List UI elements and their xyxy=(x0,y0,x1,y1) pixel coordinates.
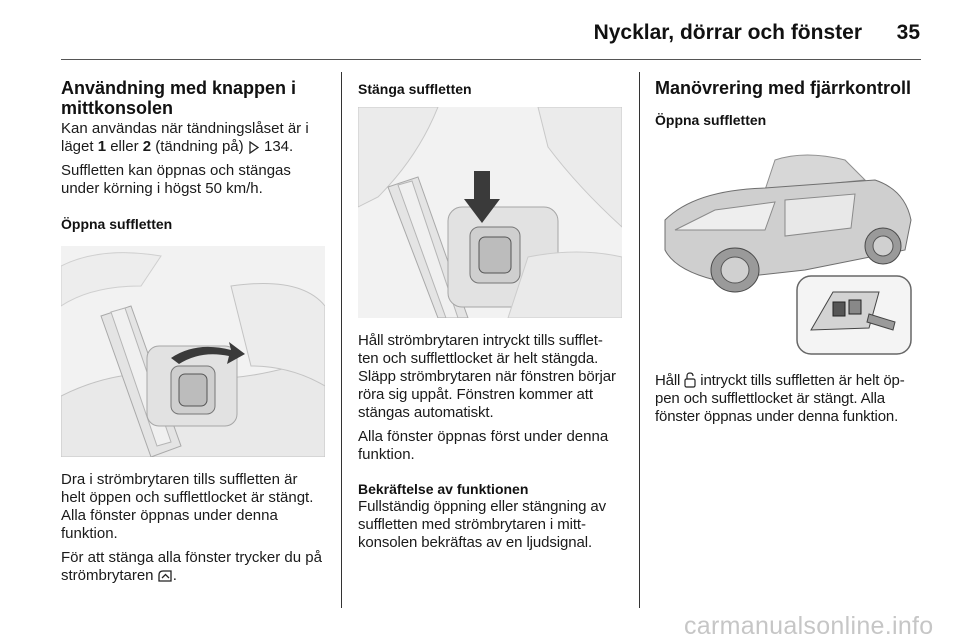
section-heading-console-button: Användning med knappen i mittkonsolen xyxy=(61,78,297,118)
ignition-text-2: eller xyxy=(106,138,143,155)
hold-switch-paragraph: Håll strömbrytaren intryckt tills sufflet-ten och sufflettlocket är helt stängda. Släpp strömbrytaren när fönstren börjar röra sig uppåt. Fönstren kommer att stängas automatiskt. xyxy=(358,332,616,421)
close-windows-end: . xyxy=(172,567,177,584)
subheading-close-roof: Stänga suffletten xyxy=(358,81,472,97)
close-windows-text: För att stänga alla fönster trycker du på strömbrytaren xyxy=(61,549,322,584)
page-number: 35 xyxy=(896,21,920,44)
ignition-text-1: Kan användas när tändningslåset är i läget xyxy=(61,120,309,155)
column-divider-2 xyxy=(639,72,640,608)
close-windows-paragraph xyxy=(61,549,325,585)
console-push-drawing xyxy=(358,107,622,318)
pull-switch-paragraph: Dra i strömbrytaren tills suffletten är helt öppen och sufflettlocket är stängt. Alla fönster öppnas under denna funktion. xyxy=(61,471,314,542)
watermark: carmanualsonline.info xyxy=(684,612,934,640)
confirmation-paragraph: Fullständig öppning eller stängning av suffletten med strömbrytaren i mitt-konsolen bekräftas av en ljudsignal. xyxy=(358,498,607,551)
car-and-key-illustration xyxy=(655,150,919,358)
console-switch-pull-illustration xyxy=(61,246,325,457)
column-divider-1 xyxy=(341,72,342,608)
reference-triangle-icon xyxy=(248,141,260,154)
ignition-position-1: 1 xyxy=(97,138,107,155)
remote-hold-text-2: intryckt tills suffletten är helt öp-pen och sufflettlocket är stängt. Alla fönster öppnas under denna funktion. xyxy=(655,372,905,425)
header-rule xyxy=(61,59,921,60)
column-1 xyxy=(61,78,325,585)
section-heading-remote: Manövrering med fjärrkontroll xyxy=(655,78,912,98)
ignition-paragraph xyxy=(61,120,325,156)
ignition-position-2: 2 xyxy=(142,138,152,155)
subheading-confirmation: Bekräftelse av funktionen xyxy=(358,481,529,497)
unlock-padlock-icon xyxy=(684,372,696,388)
console-switch-push-illustration xyxy=(358,107,622,318)
subheading-open-roof-remote: Öppna suffletten xyxy=(655,112,767,128)
window-switch-icon xyxy=(158,569,173,583)
remote-hold-text-1: Håll xyxy=(655,372,685,389)
page-reference-link[interactable]: 134. xyxy=(263,138,294,155)
remote-hold-paragraph xyxy=(655,372,921,426)
subheading-open-roof: Öppna suffletten xyxy=(61,216,173,232)
ignition-text-3: (tändning på) xyxy=(151,138,248,155)
console-pull-drawing xyxy=(61,246,325,457)
car-key-drawing xyxy=(655,150,919,358)
running-header-title: Nycklar, dörrar och fönster xyxy=(593,21,862,44)
speed-limit-paragraph: Suffletten kan öppnas och stängas under körning i högst 50 km/h. xyxy=(61,162,291,197)
column-3 xyxy=(655,78,921,426)
column-2 xyxy=(358,80,622,552)
windows-open-paragraph: Alla fönster öppnas först under denna funktion. xyxy=(358,428,609,463)
